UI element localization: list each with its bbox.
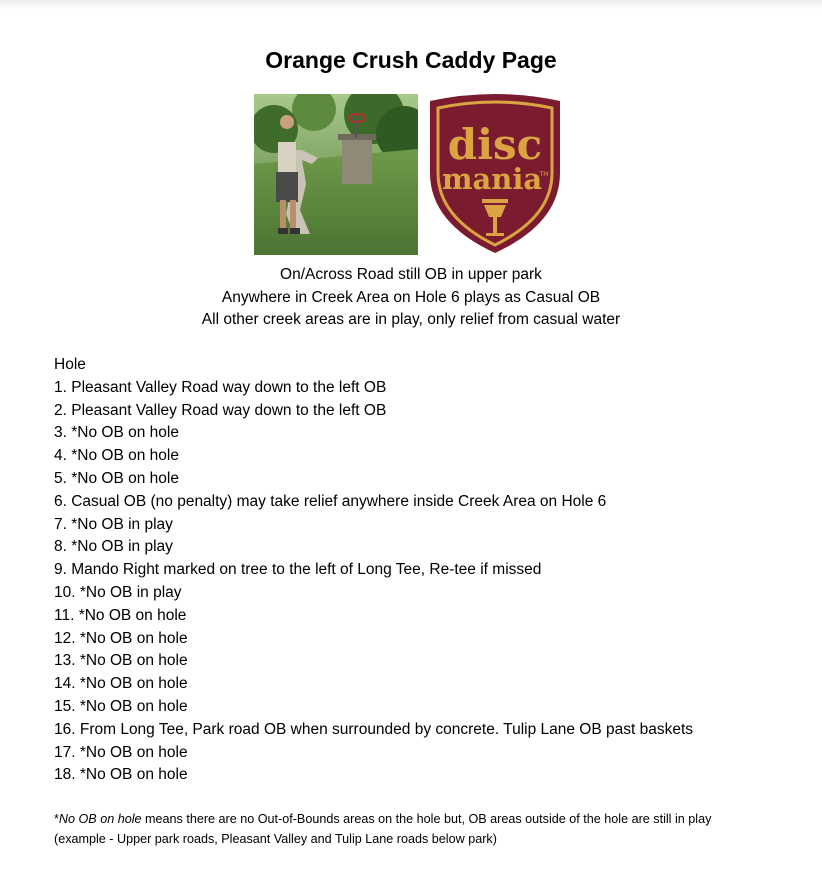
note-line: On/Across Road still OB in upper park [280,266,542,283]
hole-item: 9. Mando Right marked on tree to the left of Long Tee, Re-tee if missed [54,561,542,579]
discmania-logo [420,93,570,256]
logo-text-mania: mania [441,162,543,196]
hole-item: 3. *No OB on hole [54,424,179,442]
hole-item: 18. *No OB on hole [54,766,188,784]
hole-item: 8. *No OB in play [54,538,173,556]
hole-item: 16. From Long Tee, Park road OB when surrounded by concrete. Tulip Lane OB past baskets [54,720,694,738]
hole-list-header: Hole [54,356,86,373]
hole-item: 11. *No OB on hole [54,606,187,624]
page-title: Orange Crush Caddy Page [265,47,557,73]
hole-item: 6. Casual OB (no penalty) may take relief anywhere inside Creek Area on Hole 6 [54,492,607,510]
hole-item: 15. *No OB on hole [54,697,188,715]
course-notes [0,264,822,332]
hole-item: 10. *No OB in play [54,583,182,601]
player-photo [254,94,418,255]
hole-item: 5. *No OB on hole [54,469,179,487]
hole-item: 2. Pleasant Valley Road way down to the left OB [54,401,387,419]
footnote-text: means there are no Out-of-Bounds areas on the hole but, OB areas outside of the hole are still in play (example - Upper park roads, Pleasant Valley and Tulip Lane roads below park) [54,812,712,846]
hole-item: 1. Pleasant Valley Road way down to the left OB [54,378,387,396]
footnote [54,810,764,849]
logo-text-disc: disc [447,120,543,169]
top-edge [0,0,822,10]
hole-item: 7. *No OB in play [54,515,173,533]
note-line: All other creek areas are in play, only relief from casual water [201,311,621,328]
footnote-emphasis: No OB on hole [58,812,142,826]
footnote-asterisk: * [54,812,59,826]
hole-list [54,354,794,787]
hole-item: 12. *No OB on hole [54,629,188,647]
hole-item: 14. *No OB on hole [54,675,188,693]
hole-item: 4. *No OB on hole [54,447,179,465]
hole-item: 17. *No OB on hole [54,743,188,761]
note-line: Anywhere in Creek Area on Hole 6 plays as Casual OB [221,288,601,306]
logo-trademark: TM [539,171,549,178]
hole-item: 13. *No OB on hole [54,652,188,670]
